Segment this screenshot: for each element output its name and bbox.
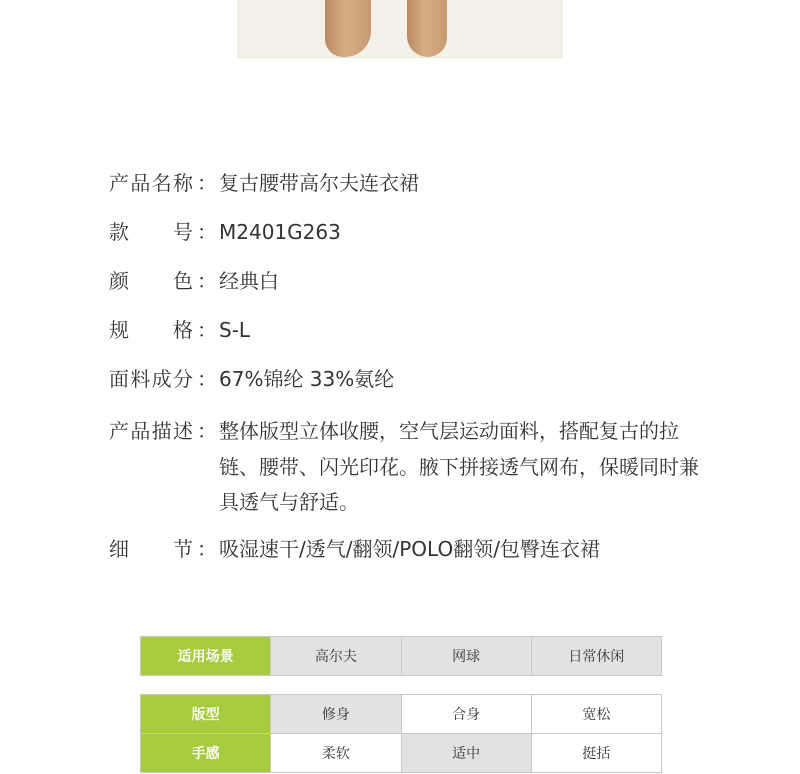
details-value: 吸湿速干/透气/翻领/POLO翻领/包臀连衣裙: [219, 537, 600, 561]
spec-option-regular: 合身: [401, 695, 531, 734]
info-label: 面 料 成 分: [109, 367, 193, 391]
info-label: 细 节: [109, 537, 193, 561]
info-colon: ：: [197, 537, 217, 561]
spec-table: [140, 694, 662, 773]
scene-row: [141, 637, 662, 676]
photo-leg-left: [325, 0, 371, 57]
photo-leg-right: [407, 0, 447, 57]
spec-option-loose: 宽松: [531, 695, 661, 734]
info-row-fabric: [109, 362, 394, 397]
info-label: 款 号: [109, 220, 193, 244]
info-row-name: [109, 166, 419, 201]
info-row-style-no: [109, 215, 341, 250]
product-name-value: 复古腰带高尔夫连衣裙: [219, 171, 419, 195]
info-colon: ：: [197, 269, 217, 293]
fabric-value: 67%锦纶 33%氨纶: [219, 367, 395, 391]
info-label: 产 品 描 述: [109, 419, 193, 443]
info-colon: ：: [197, 171, 217, 195]
info-colon: ：: [197, 419, 217, 443]
spec-header-fit: 版型: [141, 695, 271, 734]
product-photo: [237, 0, 563, 58]
spec-option-medium: 适中: [401, 734, 531, 773]
spec-option-crisp: 挺括: [531, 734, 661, 773]
spec-row-fit: [141, 695, 662, 734]
color-value: 经典白: [219, 269, 279, 293]
scene-option-casual: 日常休闲: [531, 637, 661, 676]
scene-header: 适用场景: [141, 637, 271, 676]
description-value: 整体版型立体收腰，空气层运动面料，搭配复古的拉链、腰带、闪光印花。腋下拼接透气网布，保暖同时兼具透气与舒适。: [219, 419, 699, 514]
spec-option-slim: 修身: [271, 695, 401, 734]
spec-header-feel: 手感: [141, 734, 271, 773]
style-no-value: M2401G263: [219, 220, 341, 244]
scene-table: [140, 636, 662, 676]
size-value: S-L: [219, 318, 251, 342]
info-row-color: [109, 264, 279, 299]
info-label: 规 格: [109, 318, 193, 342]
spec-option-soft: 柔软: [271, 734, 401, 773]
info-row-description: [109, 414, 705, 521]
info-label: 产 品 名 称: [109, 171, 193, 195]
info-row-size: [109, 313, 250, 348]
scene-option-golf: 高尔夫: [271, 637, 401, 676]
scene-option-tennis: 网球: [401, 637, 531, 676]
info-label: 颜 色: [109, 269, 193, 293]
info-row-details: [109, 532, 600, 567]
info-colon: ：: [197, 367, 217, 391]
info-colon: ：: [197, 318, 217, 342]
info-colon: ：: [197, 220, 217, 244]
spec-row-feel: [141, 734, 662, 773]
